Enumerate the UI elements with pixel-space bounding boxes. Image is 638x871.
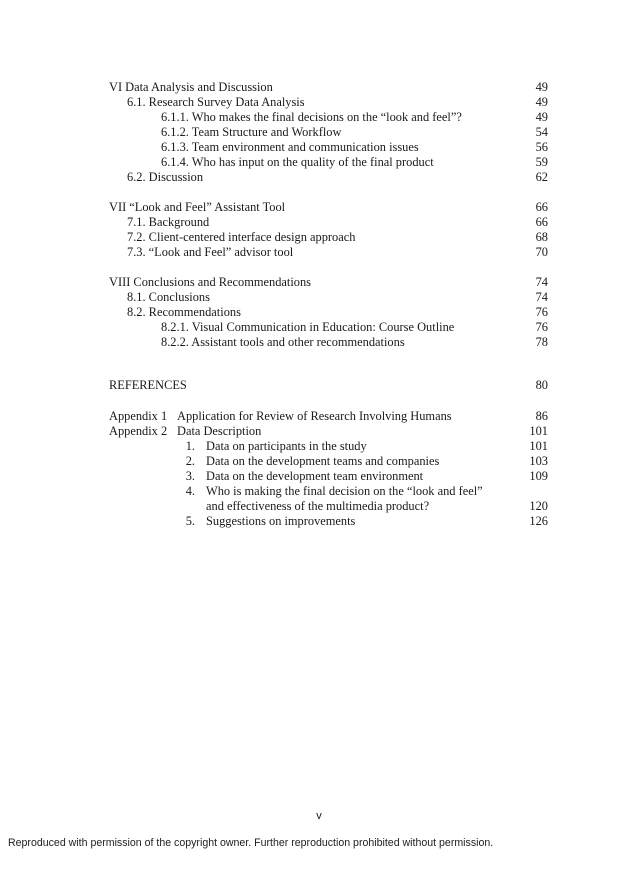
toc-section-7-1-page: 66 xyxy=(535,215,548,229)
toc-appendix-2-item-2: Data on the development teams and companies xyxy=(206,454,440,468)
toc-section-6-1-4-page: 59 xyxy=(535,155,548,169)
toc-appendix-2-item-3-page: 109 xyxy=(529,469,548,483)
toc-section-7-1: 7.1. Background xyxy=(127,215,210,229)
toc-references-title: REFERENCES xyxy=(109,378,187,392)
toc-chapter-6-title: VI Data Analysis and Discussion xyxy=(109,80,273,94)
toc-section-7-2-page: 68 xyxy=(535,230,548,244)
toc-appendix-1-title: Application for Review of Research Involving Humans xyxy=(177,409,452,423)
toc-appendix-2-item-4: Who is making the final decision on the “look and feel” xyxy=(206,484,483,498)
toc-appendix-2-item-4-continued: and effectiveness of the multimedia product? xyxy=(206,499,430,513)
toc-section-6-1-2: 6.1.2. Team Structure and Workflow xyxy=(161,125,342,139)
page-number: v xyxy=(316,810,322,822)
toc-appendix-2-item-5-page: 126 xyxy=(529,514,548,528)
toc-section-6-1-3: 6.1.3. Team environment and communication issues xyxy=(161,140,419,154)
toc-section-6-1-4: 6.1.4. Who has input on the quality of the final product xyxy=(161,155,434,169)
toc-section-7-2: 7.2. Client-centered interface design approach xyxy=(127,230,356,244)
toc-section-8-1: 8.1. Conclusions xyxy=(127,290,210,304)
toc-section-8-2-2: 8.2.2. Assistant tools and other recommendations xyxy=(161,335,405,349)
toc-appendix-2-item-2-page: 103 xyxy=(529,454,548,468)
toc-appendix-2-item-3-num: 3. xyxy=(185,469,195,483)
toc-chapter-6-page: 49 xyxy=(535,80,548,94)
toc-chapter-8-page: 74 xyxy=(535,275,548,289)
toc-appendix-2-page: 101 xyxy=(529,424,548,438)
toc-section-6-2-page: 62 xyxy=(535,170,548,184)
toc-appendix-2-item-3: Data on the development team environment xyxy=(206,469,424,483)
toc-section-8-2-1: 8.2.1. Visual Communication in Education: Course Outline xyxy=(161,320,455,334)
toc-appendix-2-item-5-num: 5. xyxy=(185,514,195,528)
toc-chapter-8-title: VIII Conclusions and Recommendations xyxy=(109,275,312,289)
toc-appendix-2-item-1-num: 1. xyxy=(185,439,195,453)
toc-section-8-1-page: 74 xyxy=(535,290,548,304)
toc-section-6-1-3-page: 56 xyxy=(535,140,548,154)
toc-appendix-2-item-4-page: 120 xyxy=(529,499,548,513)
toc-appendix-2-item-1-page: 101 xyxy=(529,439,548,453)
toc-appendix-2-title: Data Description xyxy=(177,424,262,438)
toc-section-6-1-2-page: 54 xyxy=(535,125,548,139)
toc-appendix-1-page: 86 xyxy=(535,409,548,423)
toc-appendix-2-item-5: Suggestions on improvements xyxy=(206,514,356,528)
toc-appendix-2-item-2-num: 2. xyxy=(185,454,195,468)
toc-section-6-1-1: 6.1.1. Who makes the final decisions on the “look and feel”? xyxy=(161,110,462,124)
toc-appendix-1-label: Appendix 1 xyxy=(109,409,168,423)
toc-section-7-3: 7.3. “Look and Feel” advisor tool xyxy=(127,245,294,259)
toc-references-page: 80 xyxy=(535,378,548,392)
toc-section-8-2: 8.2. Recommendations xyxy=(127,305,241,319)
toc-chapter-7-page: 66 xyxy=(535,200,548,214)
toc-section-8-2-page: 76 xyxy=(535,305,548,319)
toc-section-6-1: 6.1. Research Survey Data Analysis xyxy=(127,95,305,109)
toc-section-6-1-1-page: 49 xyxy=(535,110,548,124)
toc-appendix-2-item-4-num: 4. xyxy=(185,484,195,498)
copyright-footer: Reproduced with permission of the copyright owner. Further reproduction prohibited without permission. xyxy=(8,837,494,849)
toc-section-7-3-page: 70 xyxy=(535,245,548,259)
toc-chapter-7-title: VII “Look and Feel” Assistant Tool xyxy=(109,200,286,214)
toc-appendix-2-label: Appendix 2 xyxy=(109,424,168,438)
toc-section-6-2: 6.2. Discussion xyxy=(127,170,204,184)
toc-section-6-1-page: 49 xyxy=(535,95,548,109)
toc-appendix-2-item-1: Data on participants in the study xyxy=(206,439,367,453)
toc-section-8-2-2-page: 78 xyxy=(535,335,548,349)
toc-section-8-2-1-page: 76 xyxy=(535,320,548,334)
